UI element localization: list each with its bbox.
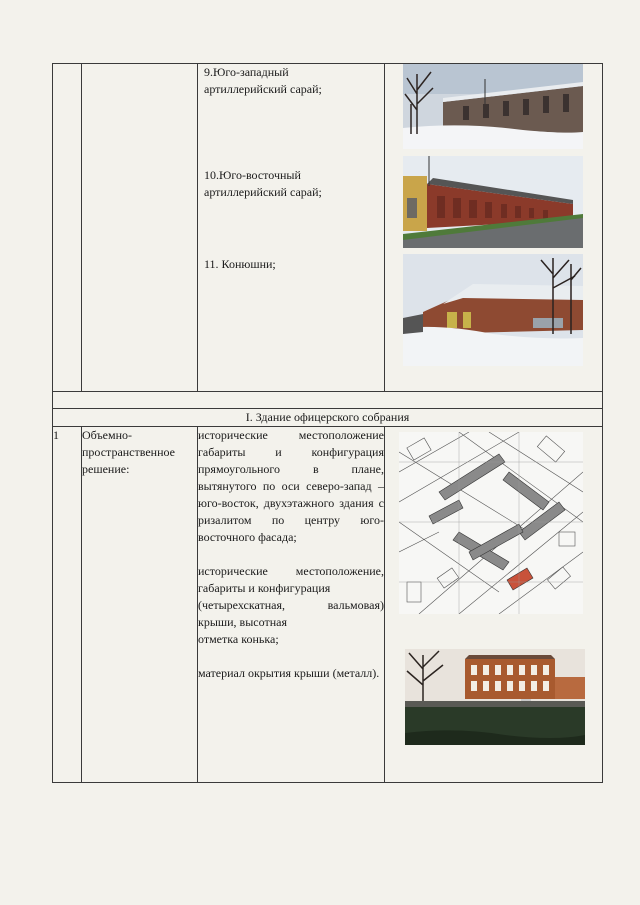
- paragraph-location-dimensions: исторические местоположение габариты и конфигурация прямоугольного в плане, вытянутого по оси северо-запад – юго-восток, двухэтажного здания с ризалитом по центру юго-восточного фасада;: [198, 428, 384, 544]
- table-row-spacer: [53, 392, 603, 409]
- number-cell-empty: [53, 64, 82, 392]
- list-item-southwest-shed: 9.Юго-западный артиллерийский сарай;: [204, 65, 322, 96]
- southeast-artillery-shed-photo: [403, 156, 583, 248]
- illustration-cell: [385, 427, 603, 783]
- label-cell-empty: [82, 64, 198, 392]
- stables-photo: [403, 254, 583, 366]
- southwest-artillery-shed-photo: [403, 64, 583, 149]
- protected-features-table: [52, 63, 603, 783]
- table-row-section-heading: [53, 409, 603, 427]
- officers-assembly-building-photo: [405, 649, 585, 745]
- section-title: I. Здание офицерского собрания: [53, 409, 603, 427]
- spacer-cell: [53, 392, 603, 409]
- feature-label: Объемно-пространственное решение:: [82, 427, 198, 783]
- paragraph-roof-configuration-a: исторические местоположение, габариты и конфигурация: [198, 564, 384, 595]
- list-item-southeast-shed: 10.Юго-восточный артиллерийский сарай;: [204, 168, 322, 199]
- paragraph-roof-configuration-c: отметка конька;: [198, 632, 279, 646]
- description-cell: [198, 64, 385, 392]
- list-item-stables: 11. Конюшни;: [204, 257, 276, 271]
- paragraph-roof-material: материал окрытия крыши (металл).: [198, 666, 380, 680]
- row-number: 1: [53, 427, 82, 783]
- table-row-buildings-continued: [53, 64, 603, 392]
- photo-cell: [385, 64, 603, 392]
- paragraph-roof-configuration-b: (четырехскатная, вальмовая) крыши, высотная: [198, 598, 384, 629]
- site-plan-map: [399, 432, 583, 614]
- feature-description: [198, 427, 385, 783]
- table-row-volumetric-solution: [53, 427, 603, 783]
